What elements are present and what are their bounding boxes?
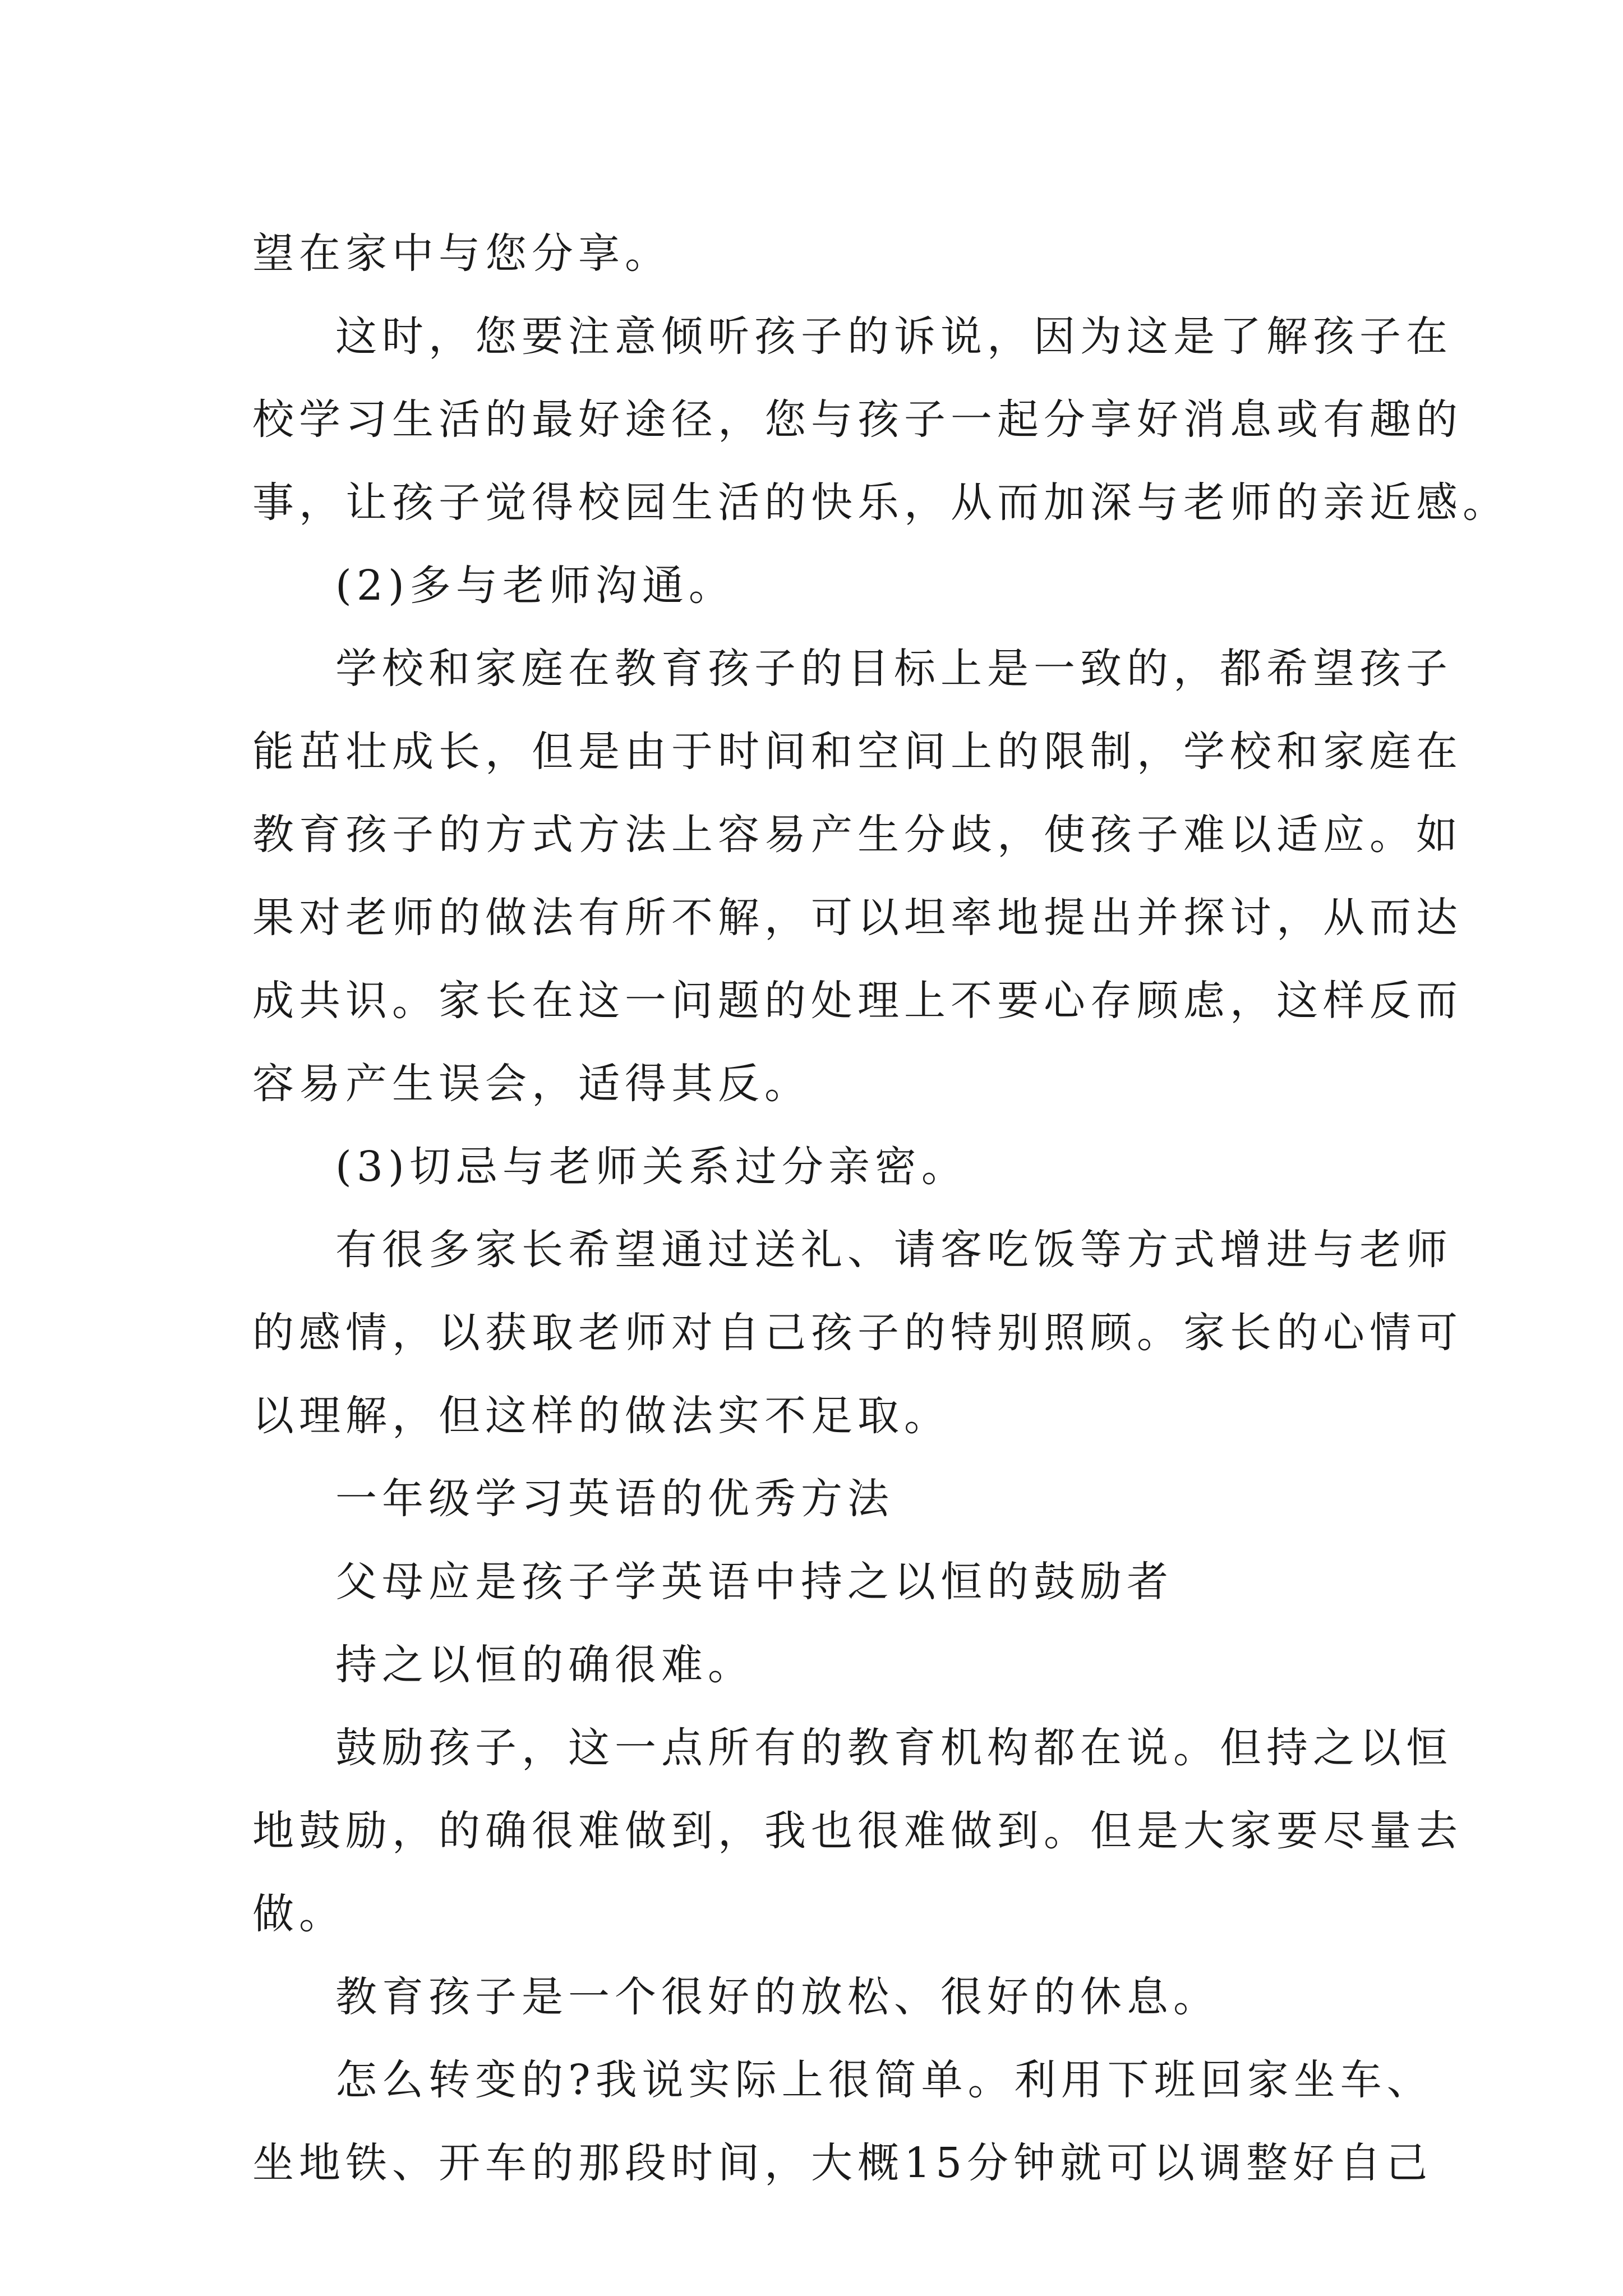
- paragraph-7: [252, 1457, 1380, 1540]
- text-line: 做。: [252, 1890, 345, 1938]
- text-line: 鼓励孩子，这一点所有的教育机构都在说。但持之以恒: [335, 1724, 1453, 1772]
- text-line: 教育孩子是一个很好的放松、很好的休息。: [335, 1973, 1220, 2021]
- text-line: 有很多家长希望通过送礼、请客吃饭等方式增进与老师: [335, 1226, 1453, 1274]
- text-line: 容易产生误会，适得其反。: [252, 1060, 811, 1108]
- text-line: 望在家中与您分享。: [252, 229, 671, 278]
- text-line: 学校和家庭在教育孩子的目标上是一致的，都希望孩子: [335, 645, 1453, 693]
- text-line: 能茁壮成长，但是由于时间和空间上的限制，学校和家庭在: [252, 728, 1463, 776]
- text-line: 事，让孩子觉得校园生活的快乐，从而加深与老师的亲近感。: [252, 478, 1509, 527]
- paragraph-4: [252, 627, 1463, 1125]
- text-line: 坐地铁、开车的那段时间，大概15分钟就可以调整好自己: [252, 2139, 1433, 2187]
- text-line: 以理解，但这样的做法实不足取。: [252, 1392, 951, 1440]
- paragraph-3: [252, 544, 1380, 627]
- subheading-line: (2)多与老师沟通。: [335, 562, 735, 610]
- heading-line: 父母应是孩子学英语中持之以恒的鼓励者: [335, 1558, 1173, 1606]
- paragraph-8: [252, 1540, 1380, 1623]
- paragraph-6: [252, 1208, 1463, 1457]
- paragraph-11: [252, 1955, 1380, 2039]
- text-line: 这时，您要注意倾听孩子的诉说，因为这是了解孩子在: [335, 312, 1453, 361]
- paragraph-2: [252, 295, 1509, 544]
- text-line: 校学习生活的最好途径，您与孩子一起分享好消息或有趣的: [252, 395, 1463, 444]
- paragraph-10: [252, 1706, 1463, 1955]
- subheading-line: (3)切忌与老师关系过分亲密。: [335, 1143, 968, 1191]
- text-line: 的感情，以获取老师对自己孩子的特别照顾。家长的心情可: [252, 1309, 1463, 1357]
- paragraph-1: [252, 212, 1380, 295]
- text-line: 果对老师的做法有所不解，可以坦率地提出并探讨，从而达: [252, 894, 1463, 942]
- paragraph-9: [252, 1623, 1380, 1706]
- text-line: 怎么转变的?我说实际上很简单。利用下班回家坐车、: [335, 2056, 1433, 2104]
- text-line: 成共识。家长在这一问题的处理上不要心存顾虑，这样反而: [252, 977, 1463, 1025]
- paragraph-5: [252, 1125, 1380, 1208]
- text-line: 持之以恒的确很难。: [335, 1641, 754, 1689]
- text-line: 地鼓励，的确很难做到，我也很难做到。但是大家要尽量去: [252, 1807, 1463, 1855]
- paragraph-12: [252, 2039, 1433, 2205]
- heading-line: 一年级学习英语的优秀方法: [335, 1475, 894, 1523]
- body-text: [252, 212, 1509, 2205]
- text-line: 教育孩子的方式方法上容易产生分歧，使孩子难以适应。如: [252, 811, 1463, 859]
